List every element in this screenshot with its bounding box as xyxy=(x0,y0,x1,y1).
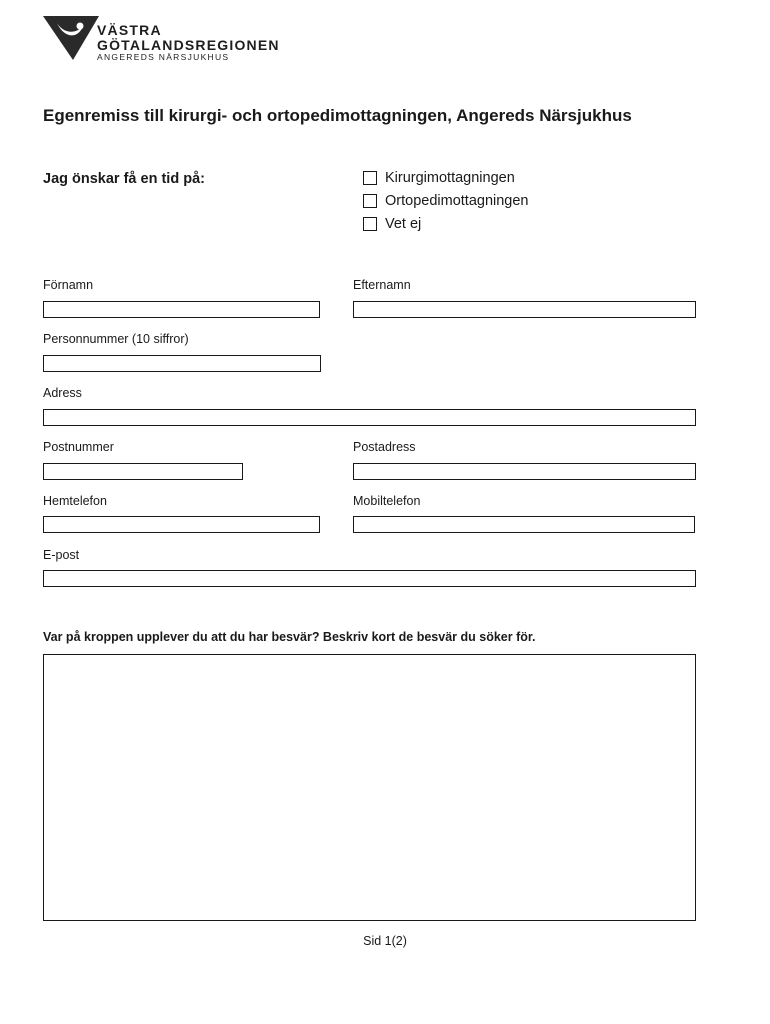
option-ortopedimottagningen[interactable] xyxy=(363,193,529,209)
mobiltelefon-field[interactable] xyxy=(353,516,695,533)
logo-text-region: GÖTALANDSREGIONEN xyxy=(97,37,280,53)
appointment-label: Jag önskar få en tid på: xyxy=(43,171,205,187)
option-label: Ortopedimottagningen xyxy=(385,193,529,209)
checkbox[interactable] xyxy=(363,171,377,185)
adress-field[interactable] xyxy=(43,409,696,426)
checkbox[interactable] xyxy=(363,217,377,231)
hemtelefon-label: Hemtelefon xyxy=(43,494,107,508)
personnummer-label: Personnummer (10 siffror) xyxy=(43,332,189,346)
efternamn-field[interactable] xyxy=(353,301,696,318)
efternamn-label: Efternamn xyxy=(353,278,411,292)
mobiltelefon-label: Mobiltelefon xyxy=(353,494,421,508)
postnummer-field[interactable] xyxy=(43,463,243,480)
personnummer-field[interactable] xyxy=(43,355,321,372)
checkbox[interactable] xyxy=(363,194,377,208)
adress-label: Adress xyxy=(43,386,82,400)
option-label: Kirurgimottagningen xyxy=(385,170,515,186)
postadress-field[interactable] xyxy=(353,463,696,480)
option-kirurgimottagningen[interactable] xyxy=(363,170,515,186)
hemtelefon-field[interactable] xyxy=(43,516,320,533)
logo-text-hospital: ANGEREDS NÄRSJUKHUS xyxy=(97,52,230,62)
complaint-description-textarea[interactable] xyxy=(43,654,696,921)
page-number: Sid 1(2) xyxy=(363,934,407,948)
postadress-label: Postadress xyxy=(353,440,416,454)
fornamn-field[interactable] xyxy=(43,301,320,318)
epost-field[interactable] xyxy=(43,570,696,587)
postnummer-label: Postnummer xyxy=(43,440,114,454)
fornamn-label: Förnamn xyxy=(43,278,94,292)
epost-label: E-post xyxy=(43,548,80,562)
vgr-logo-icon xyxy=(43,14,99,62)
logo-text-vastra: VÄSTRA xyxy=(97,22,162,38)
complaint-question: Var på kroppen upplever du att du har besvär? Beskriv kort de besvär du söker för. xyxy=(43,630,536,644)
form-title: Egenremiss till kirurgi- och ortopedimottagningen, Angereds Närsjukhus xyxy=(43,106,632,125)
option-vet-ej[interactable] xyxy=(363,216,421,232)
option-label: Vet ej xyxy=(385,216,422,232)
